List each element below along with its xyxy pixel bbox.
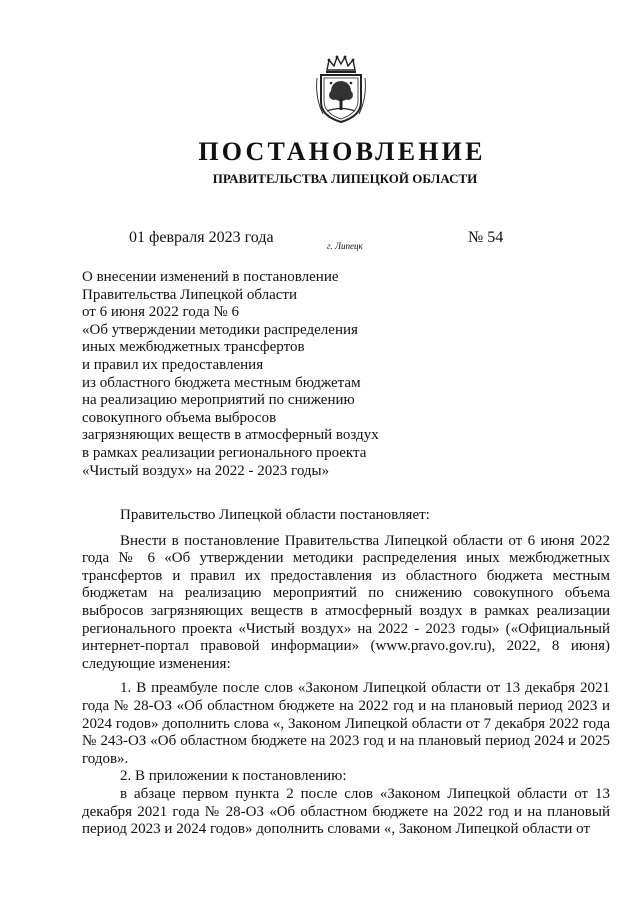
body-paragraph-item-1: 1. В преамбуле после слов «Законом Липецкой области от 13 декабря 2021 года № 28-ОЗ «Об областном бюджете на 2022 год и на плановый период 2023 и 2024 годов» дополнить слова «, Законом Липецкой области от 7 декабря 2022 года № 243-ОЗ «Об областном бюджете на 2023 год и на плановый период 2024 и 2025 годов». [82, 680, 610, 767]
document-subtitle: ПРАВИТЕЛЬСТВА ЛИПЕЦКОЙ ОБЛАСТИ [212, 171, 478, 186]
heading-line: иных межбюджетных трансфертов [82, 339, 305, 356]
coat-of-arms-icon [313, 54, 369, 124]
document-date: 01 февраля 2023 года [129, 229, 274, 246]
body-paragraph-resolves: Правительство Липецкой области постановляет: [120, 507, 430, 523]
heading-line: и правил их предоставления [82, 356, 264, 373]
document-body [82, 507, 610, 839]
body-paragraph-item-2-text: в абзаце первом пункта 2 после слов «Законом Липецкой области от 13 декабря 2021 года № 28-ОЗ «Об областном бюджете на 2022 год и на плановый период 2023 и 2024 годов» дополнить словами «, Законом Липецкой области от [82, 785, 610, 838]
heading-line: О внесении изменений в постановление [82, 269, 339, 285]
heading-line: «Чистый воздух» на 2022 - 2023 годы» [82, 462, 330, 479]
document-number: № 54 [468, 229, 504, 246]
body-paragraph-item-2: 2. В приложении к постановлению: [120, 768, 347, 785]
heading-line: совокупного объема выбросов [82, 409, 277, 426]
heading-line: загрязняющих веществ в атмосферный воздух [82, 427, 379, 444]
heading-line: в рамках реализации регионального проекта [82, 444, 367, 461]
heading-line: от 6 июня 2022 года № 6 [82, 304, 239, 321]
document-heading [82, 269, 462, 480]
document-city: г. Липецк [327, 241, 363, 251]
heading-line: Правительства Липецкой области [82, 286, 298, 303]
body-paragraph-amend: Внести в постановление Правительства Липецкой области от 6 июня 2022 года № 6 «Об утверждении методики распределения иных межбюджетных трансфертов и правил их предоставления из областного бюджета местным бюджетам на реализацию мероприятий по снижению совокупного объема выбросов загрязняющих веществ в атмосферный воздух в рамках реализации регионального проекта «Чистый воздух» на 2022 - 2023 годы» («Официальный интернет-портал правовой информации» (www.pravo.gov.ru), 2022, 8 июня) следующие изменения: [82, 532, 610, 672]
document-title: ПОСТАНОВЛЕНИЕ [198, 137, 486, 166]
heading-line: «Об утверждении методики распределения [82, 321, 358, 338]
heading-line: из областного бюджета местным бюджетам [82, 374, 361, 391]
heading-line: на реализацию мероприятий по снижению [82, 392, 355, 409]
